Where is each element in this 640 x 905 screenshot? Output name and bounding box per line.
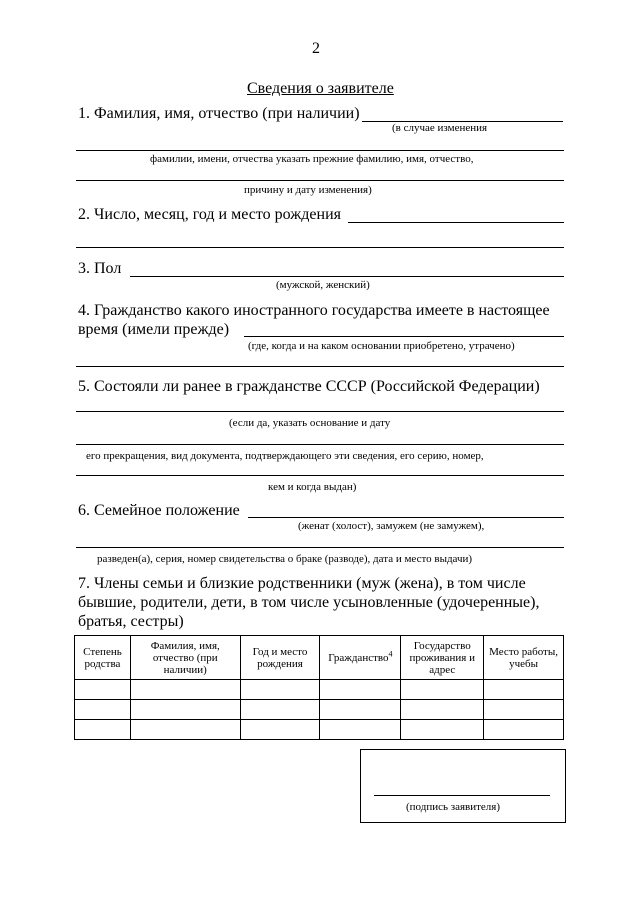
table-cell[interactable] [130, 680, 240, 700]
q6-label: 6. Семейное положение [78, 502, 240, 519]
header-citizenship-label: Гражданство [328, 651, 389, 664]
table-cell[interactable] [320, 680, 401, 700]
table-cell[interactable] [320, 700, 401, 720]
table-row[interactable] [75, 680, 564, 700]
q3-answer-line[interactable] [130, 276, 564, 277]
header-full-name: Фамилия, имя, отчество (при наличии) [130, 636, 240, 680]
q1-answer-line-3[interactable] [76, 180, 564, 181]
q2-answer-line-2[interactable] [76, 247, 564, 248]
q5-label: 5. Состояли ли ранее в гражданстве СССР (Российской Федерации) [78, 378, 540, 395]
q4-answer-line-2[interactable] [76, 366, 564, 367]
section-title: Сведения о заявителе [247, 80, 394, 97]
table-cell[interactable] [75, 700, 131, 720]
table-row[interactable] [75, 700, 564, 720]
table-cell[interactable] [240, 700, 320, 720]
table-cell[interactable] [130, 700, 240, 720]
table-row[interactable] [75, 720, 564, 740]
q4-hint: (где, когда и на каком основании приобретено, утрачено) [248, 340, 515, 352]
q6-hint-1: (женат (холост), замужем (не замужем), [298, 520, 485, 532]
table-cell[interactable] [484, 720, 564, 740]
q6-hint-2: разведен(а), серия, номер свидетельства о браке (разводе), дата и место выдачи) [97, 553, 473, 565]
table-cell[interactable] [320, 720, 401, 740]
header-citizenship [320, 636, 401, 680]
q7-label-line-2: бывшие, родители, дети, в том числе усыновленные (удочеренные), [78, 594, 540, 611]
q2-answer-line[interactable] [348, 222, 564, 223]
signature-caption: (подпись заявителя) [406, 801, 501, 813]
q6-answer-line[interactable] [248, 517, 564, 518]
q5-answer-line[interactable] [76, 411, 564, 412]
table-cell[interactable] [484, 680, 564, 700]
table-cell[interactable] [130, 720, 240, 740]
q4-answer-line[interactable] [244, 336, 564, 337]
q5-hint-1: (если да, указать основание и дату [229, 417, 391, 429]
q7-label-line-1: 7. Члены семьи и близкие родственники (муж (жена), в том числе [78, 575, 526, 592]
table-cell[interactable] [401, 700, 484, 720]
q6-answer-line-2[interactable] [76, 547, 564, 548]
header-work-study: Место работы, учебы [484, 636, 564, 680]
q1-answer-line-2[interactable] [76, 150, 564, 151]
relatives-table [74, 635, 564, 740]
q5-hint-2: его прекращения, вид документа, подтверждающего эти сведения, его серию, номер, [86, 450, 484, 462]
q3-hint: (мужской, женский) [276, 279, 370, 291]
q4-label-line-1: 4. Гражданство какого иностранного государства имеете в настоящее [78, 302, 550, 319]
q1-label: 1. Фамилия, имя, отчество (при наличии) [78, 105, 360, 122]
citizenship-footnote-mark: 4 [388, 648, 393, 658]
q1-hint-1: (в случае изменения [392, 122, 488, 134]
table-cell[interactable] [240, 680, 320, 700]
header-birth-year-place: Год и место рождения [240, 636, 320, 680]
q2-label: 2. Число, месяц, год и место рождения [78, 206, 341, 223]
table-cell[interactable] [75, 720, 131, 740]
table-cell[interactable] [75, 680, 131, 700]
table-cell[interactable] [484, 700, 564, 720]
q1-hint-2: фамилии, имени, отчества указать прежние фамилию, имя, отчество, [150, 153, 474, 165]
page-number: 2 [312, 40, 320, 57]
q5-hint-3: кем и когда выдан) [268, 481, 357, 493]
table-header-row [75, 636, 564, 680]
table-cell[interactable] [240, 720, 320, 740]
q3-label: 3. Пол [78, 260, 122, 277]
table-cell[interactable] [401, 720, 484, 740]
q5-answer-line-3[interactable] [76, 475, 564, 476]
header-country-address: Государство проживания и адрес [401, 636, 484, 680]
q1-hint-3: причину и дату изменения) [244, 184, 372, 196]
header-degree-of-kinship: Степень родства [75, 636, 131, 680]
q5-answer-line-2[interactable] [76, 444, 564, 445]
table-cell[interactable] [401, 680, 484, 700]
q4-label-line-2: время (имели прежде) [78, 321, 230, 338]
signature-line[interactable] [374, 795, 550, 796]
q7-label-line-3: братья, сестры) [78, 613, 184, 630]
